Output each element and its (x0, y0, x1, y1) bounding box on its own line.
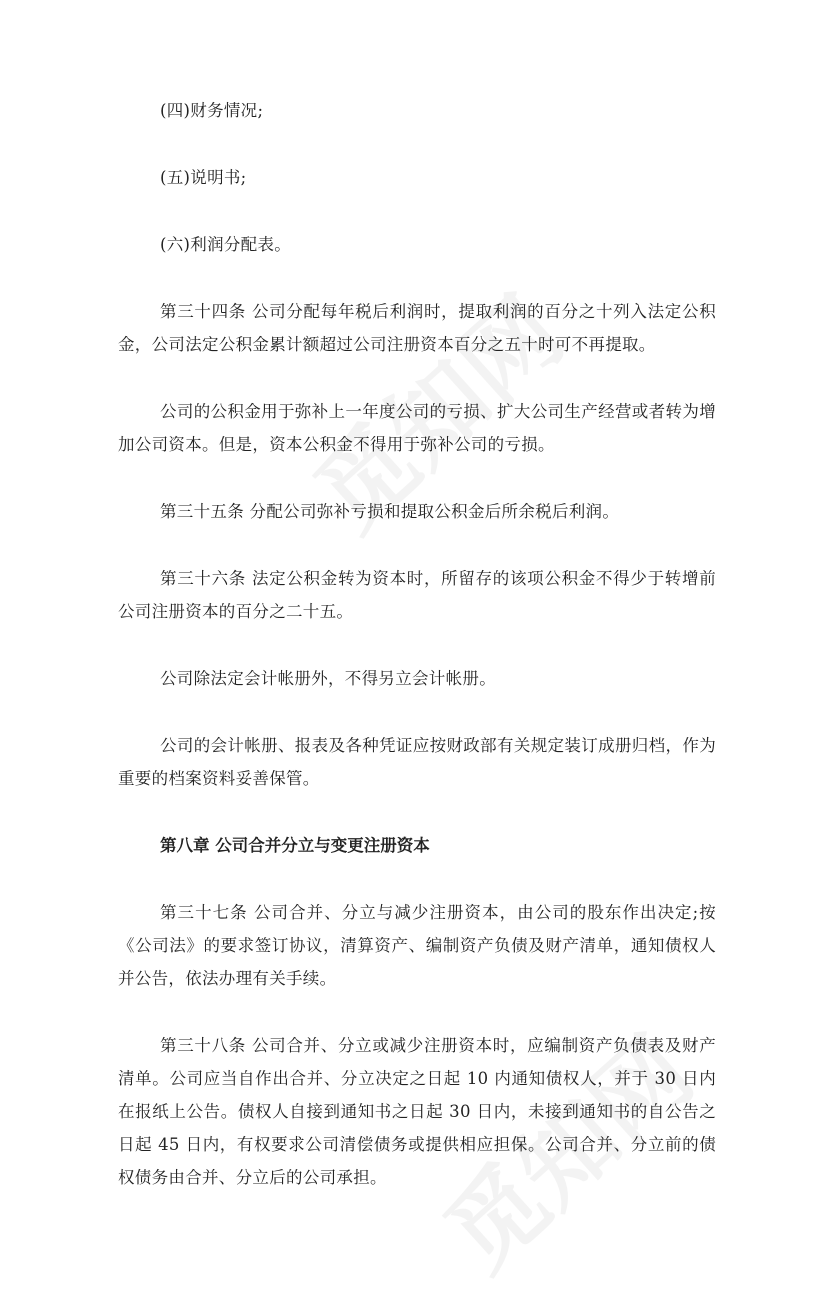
article-38: 第三十八条 公司合并、分立或减少注册资本时，应编制资产负债表及财产清单。公司应当自作出合并、分立决定之日起 10 内通知债权人，并于 30 日内在报纸上公告。债权人自接到通知书之日起 30 日内，未接到通知书的自公告之日起 45 日内，有权要求公司清偿债务或提供相应担保。公司合并、分立前的债权债务由合并、分立后的公司承担。 (118, 1036, 716, 1187)
article-34: 第三十四条 公司分配每年税后利润时，提取利润的百分之十列入法定公积金，公司法定公积金累计额超过公司注册资本百分之五十时可不再提取。 (118, 302, 716, 354)
list-item-profit-distribution: (六)利润分配表。 (160, 235, 292, 254)
article-35: 第三十五条 分配公司弥补亏损和提取公积金后所余税后利润。 (160, 502, 620, 521)
article-36: 第三十六条 法定公积金转为资本时，所留存的该项公积金不得少于转增前公司注册资本的百分之二十五。 (118, 569, 716, 621)
reserve-fund-paragraph: 公司的公积金用于弥补上一年度公司的亏损、扩大公司生产经营或者转为增加公司资本。但是，资本公积金不得用于弥补公司的亏损。 (118, 402, 716, 454)
list-item-financial-status: (四)财务情况; (160, 101, 264, 120)
article-37: 第三十七条 公司合并、分立与减少注册资本，由公司的股东作出决定;按《公司法》的要求签订协议，清算资产、编制资产负债及财产清单，通知债权人并公告，依法办理有关手续。 (118, 903, 716, 988)
accounting-books-paragraph: 公司除法定会计帐册外，不得另立会计帐册。 (160, 669, 496, 688)
chapter-8-heading: 第八章 公司合并分立与变更注册资本 (160, 836, 430, 855)
list-item-statement: (五)说明书; (160, 168, 247, 187)
archive-paragraph: 公司的会计帐册、报表及各种凭证应按财政部有关规定装订成册归档，作为重要的档案资料妥善保管。 (118, 736, 716, 788)
document-body (118, 94, 716, 1228)
